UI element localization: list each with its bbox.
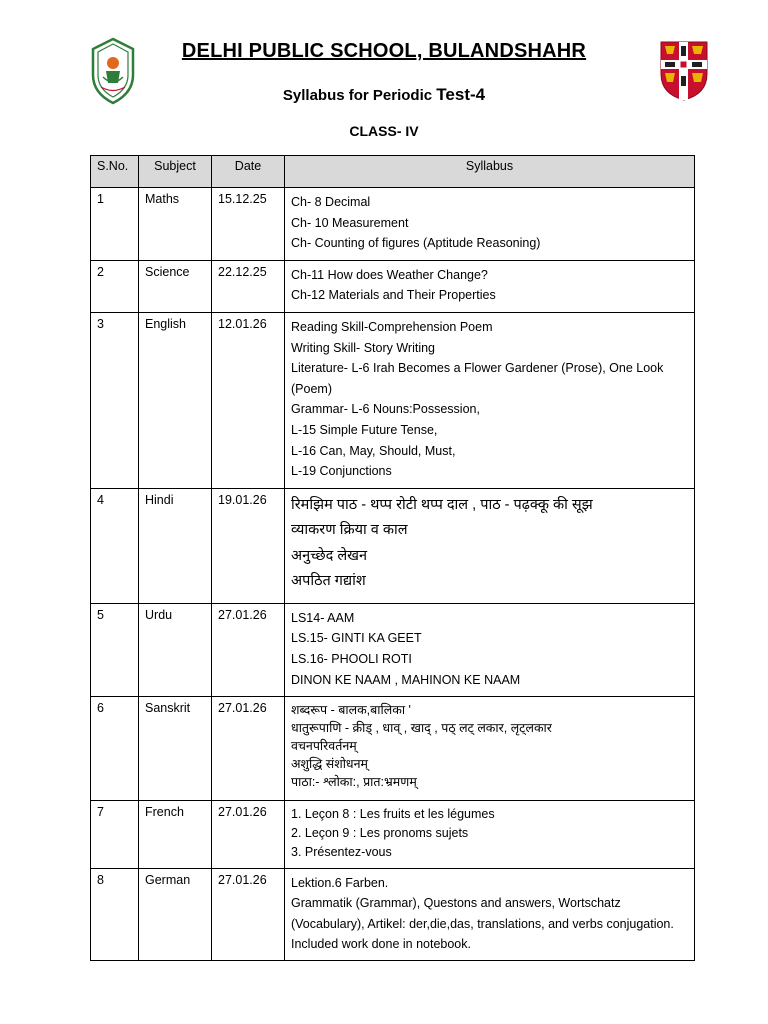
table-row [91, 603, 695, 696]
syllabus-line: Reading Skill-Comprehension Poem [291, 319, 493, 334]
syllabus-line: LS14- AAM [291, 610, 355, 625]
syllabus-line: Lektion.6 Farben. [291, 876, 389, 891]
date-cell: 27.01.26 [212, 869, 285, 961]
table-row [91, 312, 695, 488]
syllabus-line: Grammatik (Grammar), Questons and answers, Wortschatz (Vocabulary), Artikel: der,die,das, translations, and verbs conjugation. Included work done in notebook. [291, 896, 674, 951]
syllabus-line: अशुद्धि संशोधनम् [291, 757, 369, 772]
syllabus-line: L-16 Can, May, Should, Must, [291, 443, 456, 458]
syllabus-line: 1. Leçon 8 : Les fruits et les légumes [291, 807, 495, 822]
syllabus-line: अनुच्छेद लेखन [291, 547, 368, 564]
syllabus-line: DINON KE NAAM , MAHINON KE NAAM [291, 672, 521, 687]
syllabus-cell [285, 697, 695, 801]
table-row [91, 260, 695, 312]
subject-cell: German [139, 869, 212, 961]
table-row [91, 188, 695, 261]
column-header-sno: S.No. [91, 156, 139, 188]
sno-cell: 7 [91, 801, 139, 869]
table-row [91, 869, 695, 961]
syllabus-cell [285, 260, 695, 312]
syllabus-line: Ch- Counting of figures (Aptitude Reasoning) [291, 236, 541, 251]
class-label: CLASS- IV [349, 123, 419, 139]
table-row [91, 488, 695, 603]
syllabus-line: अपठित गद्यांश [291, 573, 366, 590]
date-cell: 27.01.26 [212, 801, 285, 869]
syllabus-line: वचनपरिवर्तनम् [291, 739, 357, 754]
date-cell: 22.12.25 [212, 260, 285, 312]
sno-cell: 4 [91, 488, 139, 603]
sno-cell: 2 [91, 260, 139, 312]
syllabus-cell [285, 188, 695, 261]
syllabus-line: Ch-12 Materials and Their Properties [291, 288, 496, 303]
sno-cell: 8 [91, 869, 139, 961]
syllabus-heading-prefix: Syllabus for Periodic [282, 87, 437, 104]
syllabus-line: Literature- L-6 Irah Becomes a Flower Gardener (Prose), One Look (Poem) [291, 361, 664, 396]
syllabus-cell [285, 488, 695, 603]
sno-cell: 1 [91, 188, 139, 261]
syllabus-line: 3. Présentez-vous [291, 845, 392, 860]
date-cell: 27.01.26 [212, 603, 285, 696]
sno-cell: 6 [91, 697, 139, 801]
syllabus-line: 2. Leçon 9 : Les pronoms sujets [291, 826, 469, 841]
table-row [91, 801, 695, 869]
column-header-subject: Subject [139, 156, 212, 188]
sno-cell: 3 [91, 312, 139, 488]
date-cell: 27.01.26 [212, 697, 285, 801]
syllabus-line: रिमझिम पाठ - थप्प रोटी थप्प दाल , पाठ - पढ़क्कू की सूझ [291, 496, 593, 513]
syllabus-line: Grammar- L-6 Nouns:Possession, [291, 402, 480, 417]
table-header-row [91, 156, 695, 188]
syllabus-heading [0, 85, 768, 105]
syllabus-line: Writing Skill- Story Writing [291, 340, 436, 355]
syllabus-line: LS.15- GINTI KA GEET [291, 631, 422, 646]
syllabus-line: शब्दरूप - बालक,बालिका ' [291, 703, 411, 718]
subject-cell: Science [139, 260, 212, 312]
school-name: DELHI PUBLIC SCHOOL, BULANDSHAHR [181, 40, 587, 62]
syllabus-cell [285, 869, 695, 961]
syllabus-line: LS.16- PHOOLI ROTI [291, 651, 412, 666]
syllabus-line: L-15 Simple Future Tense, [291, 422, 438, 437]
subject-cell: Urdu [139, 603, 212, 696]
syllabus-cell [285, 801, 695, 869]
syllabus-line: L-19 Conjunctions [291, 464, 392, 479]
syllabus-line: व्याकरण क्रिया व काल [291, 522, 408, 539]
subject-cell: Sanskrit [139, 697, 212, 801]
syllabus-line: Ch- 8 Decimal [291, 195, 371, 209]
column-header-date: Date [212, 156, 285, 188]
subject-cell: French [139, 801, 212, 869]
syllabus-line: धातुरूपाणि - क्रीड् , धाव् , खाद् , पठ् लट् लकार, लृट्लकार [291, 721, 552, 736]
subject-cell: Hindi [139, 488, 212, 603]
syllabus-cell [285, 312, 695, 488]
date-cell: 12.01.26 [212, 312, 285, 488]
syllabus-heading-test: Test-4 [436, 85, 486, 104]
syllabus-table [90, 155, 695, 961]
table-row [91, 697, 695, 801]
syllabus-line: पाठा:- श्लोका:, प्रात:भ्रमणम् [291, 775, 417, 790]
syllabus-line: Ch-11 How does Weather Change? [291, 267, 488, 282]
date-cell: 19.01.26 [212, 488, 285, 603]
column-header-syllabus: Syllabus [285, 156, 695, 188]
subject-cell: Maths [139, 188, 212, 261]
sno-cell: 5 [91, 603, 139, 696]
syllabus-cell [285, 603, 695, 696]
date-cell: 15.12.25 [212, 188, 285, 261]
syllabus-line: Ch- 10 Measurement [291, 215, 409, 230]
subject-cell: English [139, 312, 212, 488]
